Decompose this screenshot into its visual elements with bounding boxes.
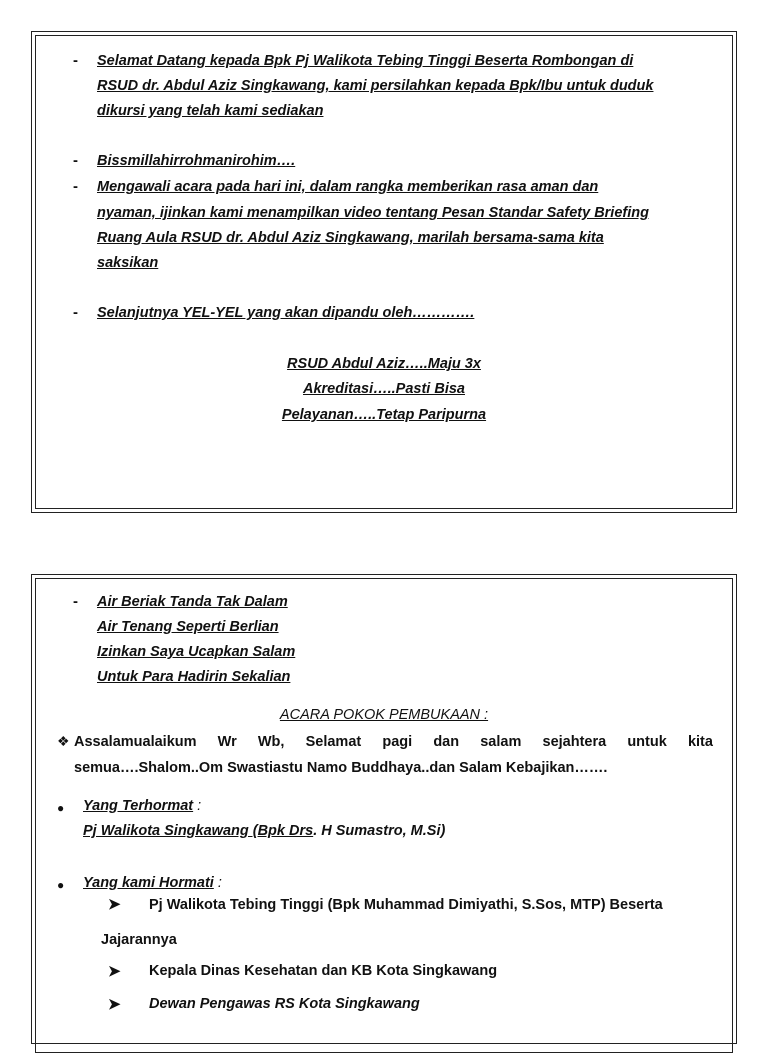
- dash-bullet: -: [73, 304, 78, 321]
- script-box-1: [31, 31, 737, 513]
- dash-bullet: -: [73, 178, 78, 195]
- greeting-word: pagi: [382, 734, 413, 750]
- greeting-word: dan: [433, 734, 460, 750]
- welcome-line-3: dikursi yang telah kami sediakan: [97, 103, 324, 119]
- greeting-word: untuk: [627, 734, 667, 750]
- diamond-bullet-icon: ❖: [57, 733, 70, 749]
- section-heading: ACARA POKOK PEMBUKAAN :: [279, 707, 489, 723]
- greeting-word: sejahtera: [542, 734, 607, 750]
- hormati-item-1: Pj Walikota Tebing Tinggi (Bpk Muhammad Dimiyathi, S.Sos, MTP) Beserta: [149, 897, 663, 913]
- dash-bullet: -: [73, 593, 78, 610]
- pantun-line-2: Air Tenang Seperti Berlian: [97, 619, 279, 635]
- pantun-line-3: Izinkan Saya Ucapkan Salam: [97, 644, 296, 660]
- dash-bullet: -: [73, 152, 78, 169]
- welcome-line-2: RSUD dr. Abdul Aziz Singkawang, kami persilahkan kepada Bpk/Ibu untuk duduk: [97, 78, 654, 94]
- welcome-line-1: Selamat Datang kepada Bpk Pj Walikota Tebing Tinggi Beserta Rombongan di: [97, 53, 634, 69]
- greeting-line-1: [74, 734, 713, 750]
- arrow-bullet-icon: ➤: [108, 996, 121, 1013]
- arrow-bullet-icon: ➤: [108, 896, 121, 913]
- hormati-item-3: Dewan Pengawas RS Kota Singkawang: [149, 996, 420, 1012]
- round-bullet-icon: ●: [57, 801, 65, 815]
- greeting-word: Assalamualaikum: [74, 734, 197, 750]
- opening-line-2: nyaman, ijinkan kami menampilkan video tentang Pesan Standar Safety Briefing: [97, 205, 649, 221]
- arrow-bullet-icon: ➤: [108, 963, 121, 980]
- greeting-word: Wb,: [257, 734, 285, 750]
- yel-line-3: Pelayanan…..Tetap Paripurna: [281, 407, 487, 423]
- opening-line-3: Ruang Aula RSUD dr. Abdul Aziz Singkawang, marilah bersama-sama kita: [97, 230, 604, 246]
- terhormat-heading: Yang Terhormat :: [83, 798, 202, 814]
- pantun-line-4: Untuk Para Hadirin Sekalian: [97, 669, 291, 685]
- greeting-word: Wr: [217, 734, 237, 750]
- hormati-item-1-cont: Jajarannya: [101, 932, 177, 948]
- dash-bullet: -: [73, 52, 78, 69]
- terhormat-name: Pj Walikota Singkawang (Bpk Drs. H Sumastro, M.Si): [83, 823, 446, 839]
- opening-line-4: saksikan: [97, 255, 159, 271]
- yel-intro-line: Selanjutnya YEL-YEL yang akan dipandu oleh………….: [97, 305, 475, 321]
- opening-line-1: Mengawali acara pada hari ini, dalam rangka memberikan rasa aman dan: [97, 179, 599, 195]
- greeting-line-2: semua….Shalom..Om Swastiastu Namo Buddhaya..dan Salam Kebajikan…….: [74, 760, 608, 776]
- hormati-item-2: Kepala Dinas Kesehatan dan KB Kota Singkawang: [149, 963, 498, 979]
- yel-line-2: Akreditasi…..Pasti Bisa: [303, 381, 465, 397]
- hormati-heading: Yang kami Hormati :: [83, 875, 222, 891]
- greeting-word: kita: [687, 734, 713, 750]
- greeting-word: Selamat: [305, 734, 362, 750]
- pantun-line-1: Air Beriak Tanda Tak Dalam: [97, 594, 288, 610]
- script-box-2: [31, 574, 737, 1044]
- bismillah-line: Bissmillahirrohmanirohim….: [97, 153, 296, 169]
- yel-line-1: RSUD Abdul Aziz…..Maju 3x: [287, 356, 481, 372]
- greeting-word: salam: [480, 734, 522, 750]
- round-bullet-icon: ●: [57, 878, 65, 892]
